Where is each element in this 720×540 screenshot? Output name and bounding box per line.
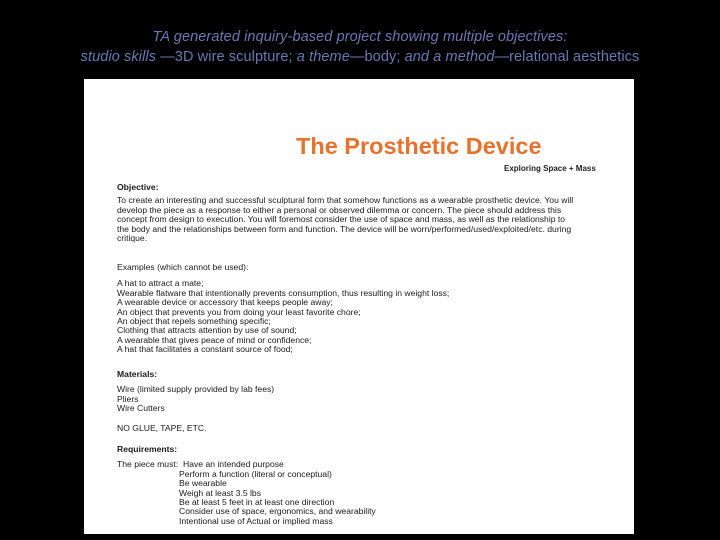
- material-item: Pliers: [117, 393, 139, 404]
- materials-heading: Materials:: [117, 369, 158, 379]
- objective-line: concept from design to execution. You will foremost consider the use of space and mass, as well as the relationship to: [117, 214, 566, 225]
- requirement-item: Be wearable: [179, 478, 227, 489]
- method-prefix: and a: [404, 49, 446, 65]
- example-item: Clothing that attracts attention by use of sound;: [117, 325, 297, 336]
- method-label: method: [445, 49, 495, 65]
- caption-line-1: TA generated inquiry-based project showing multiple objectives:: [152, 29, 568, 45]
- example-item: A wearable that gives peace of mind or confidence;: [117, 334, 312, 345]
- requirement-item: Be at least 5 feet in at least one direction: [179, 497, 335, 508]
- examples-heading: Examples (which cannot be used):: [117, 262, 249, 272]
- requirement-item: Consider use of space, ergonomics, and wearability: [179, 506, 376, 517]
- theme-label: theme: [309, 49, 350, 65]
- materials-section: [117, 370, 607, 433]
- objective-heading: Objective:: [117, 182, 159, 192]
- requirements-heading: Requirements:: [117, 444, 178, 454]
- material-item: Wire (limited supply provided by lab fees): [117, 384, 275, 395]
- objective-line: develop the piece as a response to either a personal or observed dilemma or concern. The piece should address this: [117, 204, 562, 215]
- document-subtitle: Exploring Space + Mass: [504, 164, 596, 173]
- skills-value: —3D wire sculpture;: [156, 49, 297, 65]
- example-item: Wearable flatware that intentionally prevents consumption, thus resulting in weight loss;: [117, 287, 450, 298]
- skills-label: studio skills: [80, 49, 157, 65]
- example-item: A wearable device or accessory that keeps people away;: [117, 297, 333, 308]
- example-item: An object that prevents you from doing your least favorite chore;: [117, 306, 361, 317]
- objective-section: [117, 183, 607, 243]
- examples-section: [117, 263, 607, 355]
- slide-caption: [0, 27, 720, 67]
- requirements-section: [117, 445, 607, 526]
- requirement-item: Perform a function (literal or conceptual): [179, 468, 332, 479]
- requirements-lead: The piece must:: [117, 459, 179, 470]
- example-item: A hat to attract a mate;: [117, 278, 204, 289]
- method-value: —relational aesthetics: [494, 49, 640, 65]
- theme-prefix: a: [296, 49, 310, 65]
- example-item: An object that repels something specific;: [117, 316, 271, 327]
- document-page: [84, 79, 634, 534]
- requirement-item: Intentional use of Actual or implied mass: [179, 515, 333, 526]
- objective-line: the body and the relationships between form and function. The device will be worn/performed/used/exploited/etc. during: [117, 223, 572, 234]
- objective-line: To create an interesting and successful sculptural form that somehow functions as a wearable prosthetic device. You will: [117, 195, 574, 206]
- requirement-item: Weigh at least 3.5 lbs: [179, 487, 262, 498]
- document-title: The Prosthetic Device: [296, 133, 542, 159]
- caption-line-2: [0, 47, 720, 67]
- materials-note: NO GLUE, TAPE, ETC.: [117, 422, 207, 433]
- requirement-item: Have an intended purpose: [183, 459, 284, 470]
- material-item: Wire Cutters: [117, 403, 165, 414]
- objective-line: critique.: [117, 233, 148, 244]
- theme-value: —body;: [349, 49, 405, 65]
- example-item: A hat that facilitates a constant source of food;: [117, 344, 293, 355]
